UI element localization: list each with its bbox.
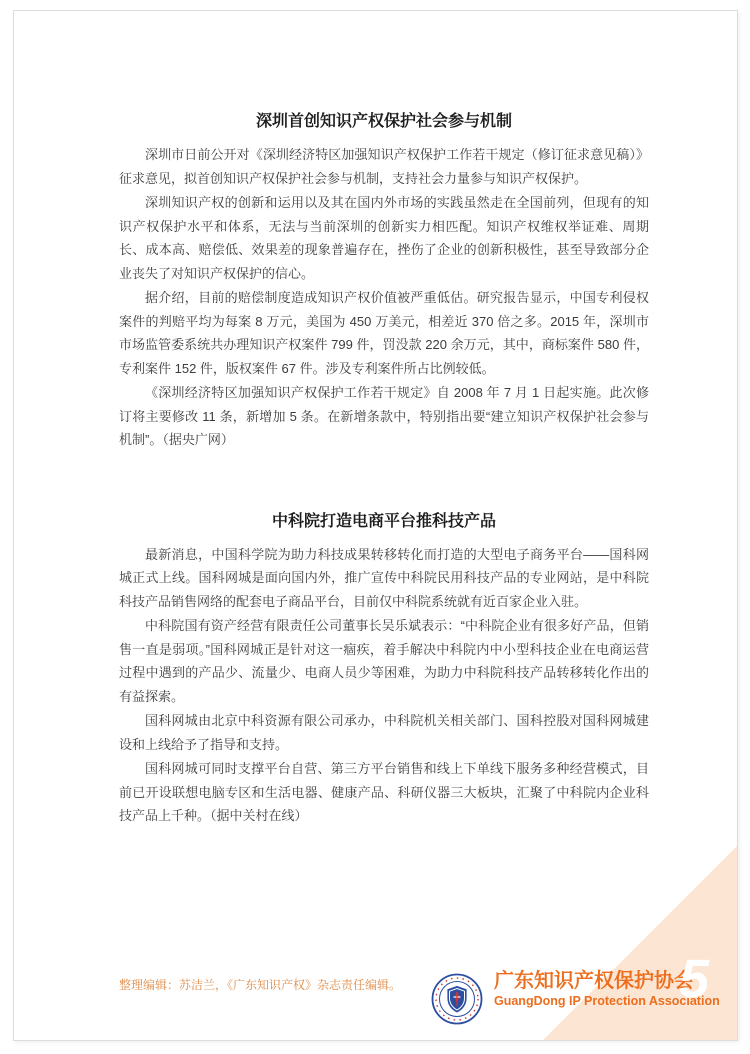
article-paragraph: 《深圳经济特区加强知识产权保护工作若干规定》自 2008 年 7 月 1 日起实施。此次修订将主要修改 11 条，新增加 5 条。在新增条款中，特别指出要“建立知识产权保护社会参与机制”。（据央广网） [119, 385, 649, 447]
association-logo-icon [431, 973, 483, 1025]
article-paragraph: 深圳知识产权的创新和运用以及其在国内外市场的实践虽然走在全国前列，但现有的知识产权保护水平和体系，无法与当前深圳的创新实力相匹配。知识产权维权举证难、周期长、成本高、赔偿低、效果差的现象普遍存在，挫伤了企业的创新积极性，甚至导致部分企业丧失了对知识产权保护的信心。 [119, 195, 649, 281]
association-name-en: GuangDong IP Protection Association [494, 994, 720, 1008]
article-shenzhen-ip-mechanism [119, 11, 649, 452]
article-title: 深圳首创知识产权保护社会参与机制 [255, 113, 512, 130]
article-paragraph: 国科网城可同时支撑平台自营、第三方平台销售和线上下单线下服务多种经营模式，目前已开设联想电脑专区和生活电器、健康产品、科研仪器三大板块，汇聚了中科院内企业科技产品上千种。（据中关村在线） [119, 761, 649, 823]
article-paragraph: 最新消息，中国科学院为助力科技成果转移转化而打造的大型电子商务平台——国科网城正式上线。国科网城是面向国内外，推广宣传中科院民用科技产品的专业网站，是中科院科技产品销售网络的配套电子商品平台，目前仅中科院系统就有近百家企业入驻。 [119, 546, 649, 609]
page-content [119, 11, 649, 829]
page-number: 5 [678, 949, 709, 1009]
article-cas-ecommerce-platform [119, 511, 649, 828]
article-title: 中科院打造电商平台推科技产品 [271, 512, 496, 530]
article-paragraph: 国科网城由北京中科资源有限公司承办，中科院机关相关部门、国科控股对国科网城建设和上线给予了指导和支持。 [119, 713, 649, 752]
article-paragraph: 深圳市日前公开对《深圳经济特区加强知识产权保护工作若干规定（修订征求意见稿）》征求意见，拟首创知识产权保护社会参与机制，支持社会力量参与知识产权保护。 [119, 147, 649, 186]
magazine-page [13, 10, 738, 1041]
association-name-cn: 广东知识产权保护协会 [494, 970, 694, 992]
article-paragraph: 据介绍，目前的赔偿制度造成知识产权价值被严重低估。研究报告显示，中国专利侵权案件的判赔平均为每案 8 万元，美国为 450 万美元，相差近 370 倍之多。2015 年，深圳市市场监管委系统共办理知识产权案件 799 件，罚没款 220 余万元，其中，商标案件 580 件，专利案件 152 件，版权案件 67 件。涉及专利案件所占比例较低。 [119, 290, 649, 376]
article-paragraph: 中科院国有资产经营有限责任公司董事长吴乐斌表示：“中科院企业有很多好产品，但销售一直是弱项。”国科网城正是针对这一痼疾，着手解决中科院内中小型科技企业在电商运营过程中遇到的产品少、流量少、电商人员少等困难，为助力中科院科技产品转移转化作出的有益探索。 [119, 618, 649, 704]
editor-credit: 整理编辑：苏洁兰，《广东知识产权》杂志责任编辑。 [119, 978, 402, 992]
